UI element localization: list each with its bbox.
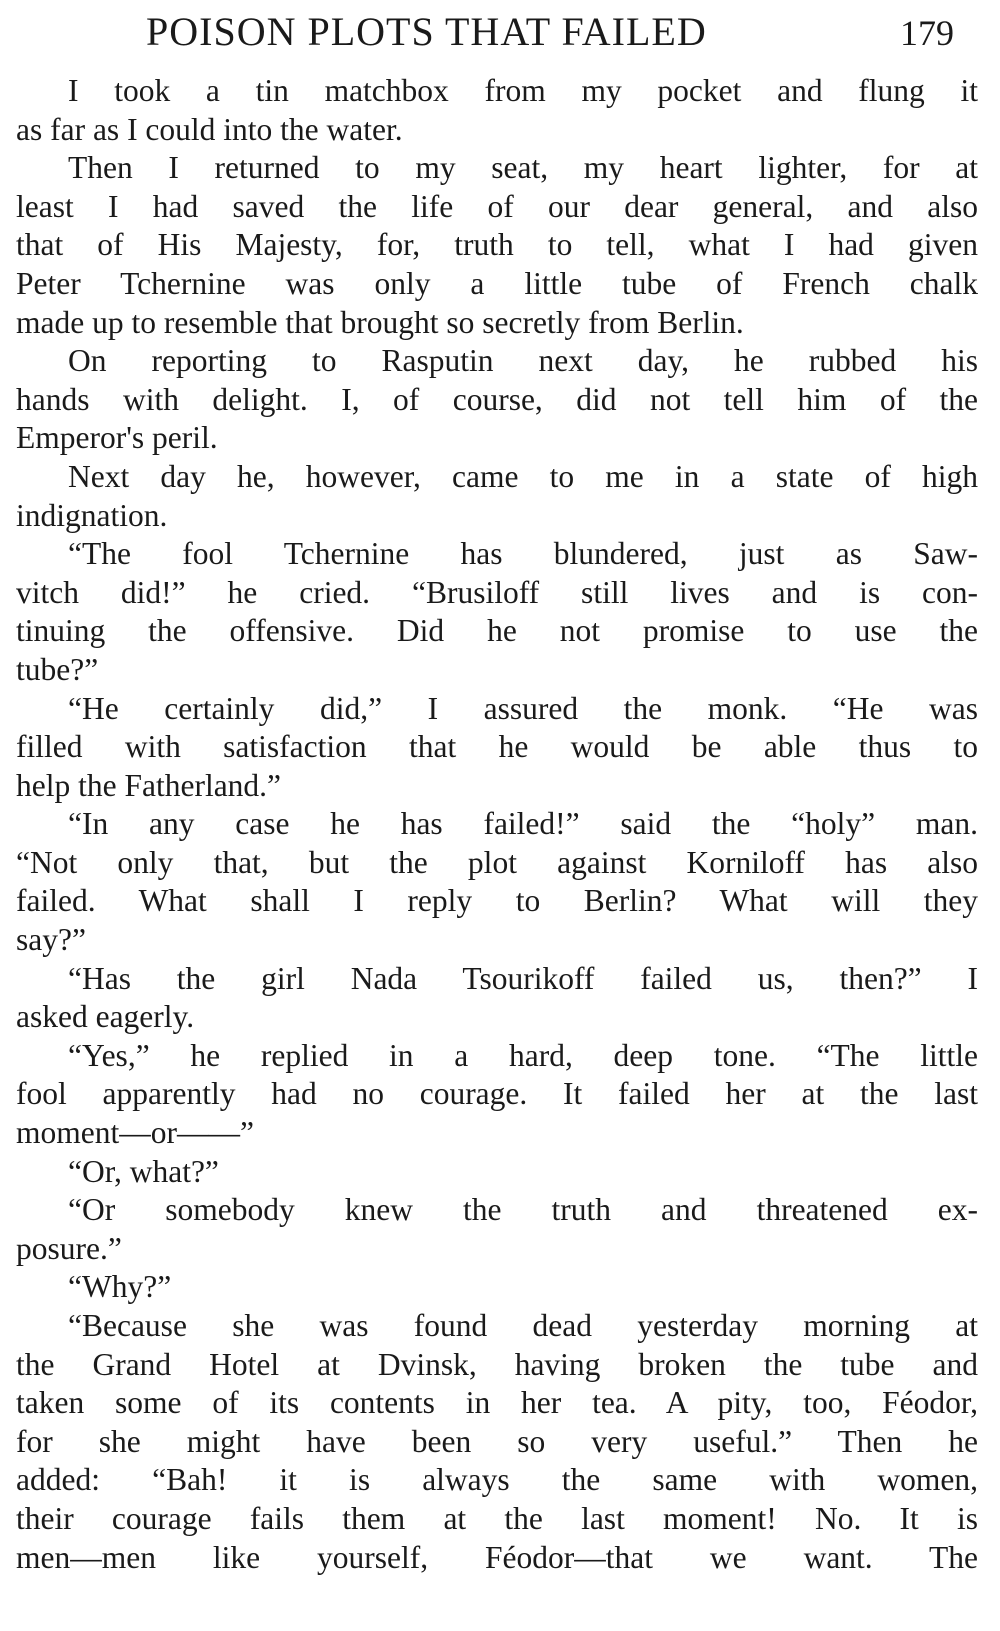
text-line: “Has the girl Nada Tsourikoff failed us, then?” I bbox=[68, 960, 978, 996]
text-line: as far as I could into the water. bbox=[16, 111, 403, 147]
text-line: the Grand Hotel at Dvinsk, having broken the tube and bbox=[16, 1346, 978, 1382]
text-line: least I had saved the life of our dear general, and also bbox=[16, 188, 978, 224]
text-line: Emperor's peril. bbox=[16, 420, 218, 456]
text-line: tinuing the offensive. Did he not promise to use the bbox=[16, 613, 978, 649]
text-line: “Not only that, but the plot against Korniloff has also bbox=[16, 844, 978, 880]
text-line: On reporting to Rasputin next day, he rubbed his bbox=[68, 343, 978, 379]
text-line: men—men like yourself, Féodor—that we want. The bbox=[16, 1539, 978, 1575]
text-line: filled with satisfaction that he would be able thus to bbox=[16, 729, 978, 765]
text-line: added: “Bah! it is always the same with women, bbox=[16, 1462, 978, 1498]
text-line: Then I returned to my seat, my heart lighter, for at bbox=[68, 150, 978, 186]
text-line: “Why?” bbox=[68, 1269, 172, 1305]
running-head: POISON PLOTS THAT FAILED bbox=[146, 9, 707, 54]
text-line: asked eagerly. bbox=[16, 999, 195, 1035]
body-text bbox=[16, 72, 978, 1577]
text-line: “In any case he has failed!” said the “holy” man. bbox=[68, 806, 978, 842]
text-line: “Or, what?” bbox=[68, 1153, 219, 1189]
page-header bbox=[16, 4, 978, 74]
text-line: hands with delight. I, of course, did not tell him of the bbox=[16, 381, 978, 417]
text-line: moment—or——” bbox=[16, 1115, 254, 1151]
text-line: their courage fails them at the last moment! No. It is bbox=[16, 1500, 978, 1536]
text-line: that of His Majesty, for, truth to tell, what I had given bbox=[16, 227, 978, 263]
page-number: 179 bbox=[900, 13, 954, 53]
text-line: indignation. bbox=[16, 497, 168, 533]
text-line: tube?” bbox=[16, 651, 99, 687]
text-line: posure.” bbox=[16, 1230, 122, 1266]
text-line: made up to resemble that brought so secretly from Berlin. bbox=[16, 304, 744, 340]
text-line: “The fool Tchernine has blundered, just as Saw- bbox=[68, 536, 978, 572]
text-line: failed. What shall I reply to Berlin? What will they bbox=[16, 883, 978, 919]
text-line: vitch did!” he cried. “Brusiloff still lives and is con- bbox=[16, 574, 978, 610]
text-line: I took a tin matchbox from my pocket and flung it bbox=[68, 73, 978, 108]
text-line: Next day he, however, came to me in a state of high bbox=[68, 458, 978, 494]
text-line: fool apparently had no courage. It failed her at the last bbox=[16, 1076, 978, 1112]
text-line: for she might have been so very useful.” Then he bbox=[16, 1423, 978, 1459]
text-line: taken some of its contents in her tea. A pity, too, Féodor, bbox=[16, 1385, 978, 1421]
text-line: “Or somebody knew the truth and threatened ex- bbox=[68, 1192, 978, 1228]
text-line: “Because she was found dead yesterday morning at bbox=[68, 1308, 978, 1343]
text-line: say?” bbox=[16, 922, 86, 958]
text-line: help the Fatherland.” bbox=[16, 767, 282, 803]
text-line: Peter Tchernine was only a little tube of French chalk bbox=[16, 265, 978, 301]
text-line: “He certainly did,” I assured the monk. “He was bbox=[68, 690, 978, 726]
text-line: “Yes,” he replied in a hard, deep tone. “The little bbox=[68, 1037, 978, 1073]
